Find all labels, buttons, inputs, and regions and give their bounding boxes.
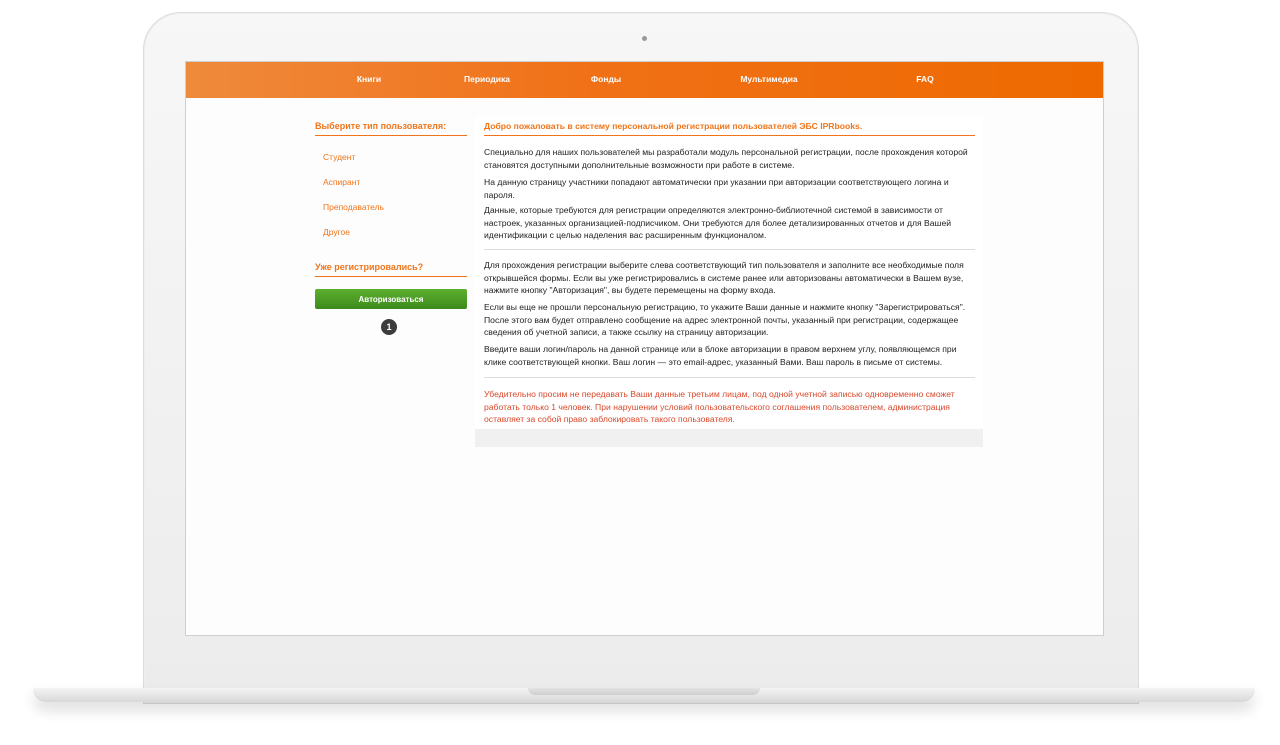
register-button-paragraph: Если вы еще не прошли персональную регистрацию, то укажите Ваши данные и нажмите кнопку "Зарегистрироваться". После этого вам будет отправлено сообщение на адрес электронной почты, указанный при регистрации, содержащее сведения об учетной записи, а также ссылку на страницу авторизации.	[484, 302, 966, 337]
top-navigation	[186, 62, 1103, 98]
login-paragraph: Введите ваши логин/пароль на данной странице или в блоке авторизации в правом верхнем углу, появляющемся при клике соответствующей кнопки. Ваш логин — это email-адрес, указанный Вами. Ваш пароль в письме от системы.	[484, 344, 957, 367]
nav-periodicals[interactable]: Периодика	[464, 74, 510, 84]
divider	[484, 377, 975, 378]
user-type-teacher[interactable]: Преподаватель	[323, 202, 384, 212]
user-type-postgraduate[interactable]: Аспирант	[323, 177, 361, 187]
required-data-paragraph: Данные, которые требуются для регистрации определяются электронно-библиотечной системой в зависимости от настроек, указанных организацией-подписчиком. Они требуются для более детализированных отчетов и для Вашей идентификации с целью наделения вас расширенным функционалом.	[484, 205, 952, 240]
already-registered-heading: Уже регистрировались?	[315, 262, 467, 277]
nav-collections[interactable]: Фонды	[590, 74, 622, 84]
warning-paragraph: Убедительно просим не передавать Ваши данные третьим лицам, под одной учетной записью одновременно сможет работать только 1 человек. При нарушении условий пользовательского соглашения пользователем, администрация оставляет за собой право заблокировать такого пользователя.	[484, 389, 955, 424]
user-type-student[interactable]: Студент	[323, 152, 356, 162]
user-type-heading: Выберите тип пользователя:	[315, 121, 467, 136]
welcome-title: Добро пожаловать в систему персональной регистрации пользователей ЭБС IPRbooks.	[484, 121, 975, 136]
main-content	[475, 117, 983, 429]
user-type-other[interactable]: Другое	[323, 227, 351, 237]
auto-redirect-paragraph: На данную страницу участники попадают автоматически при указании при авторизации соответствующего логина и пароля.	[484, 177, 949, 200]
nav-books[interactable]: Книги	[356, 74, 382, 84]
divider	[484, 249, 975, 250]
nav-multimedia[interactable]: Мультимедиа	[740, 74, 798, 84]
step-badge: 1	[381, 319, 397, 335]
nav-faq[interactable]: FAQ	[916, 74, 934, 84]
screen	[185, 61, 1104, 636]
webcam-dot	[642, 36, 647, 41]
authorize-button[interactable]: Авторизоваться	[315, 289, 467, 309]
registration-steps-paragraph: Для прохождения регистрации выберите слева соответствующий тип пользователя и заполните все необходимые поля открывшейся формы. Если вы уже регистрировались в системе ранее или авторизованы автоматически в Вашем вузе, нажмите кнопку "Авторизация", вы будете перемещены на форму входа.	[484, 260, 964, 295]
laptop-notch	[528, 688, 760, 695]
intro-paragraph: Специально для наших пользователей мы разработали модуль персональной регистрации, после прохождения которой становятся доступными дополнительные возможности при работе в системе.	[484, 147, 968, 170]
main-panel	[475, 117, 983, 447]
